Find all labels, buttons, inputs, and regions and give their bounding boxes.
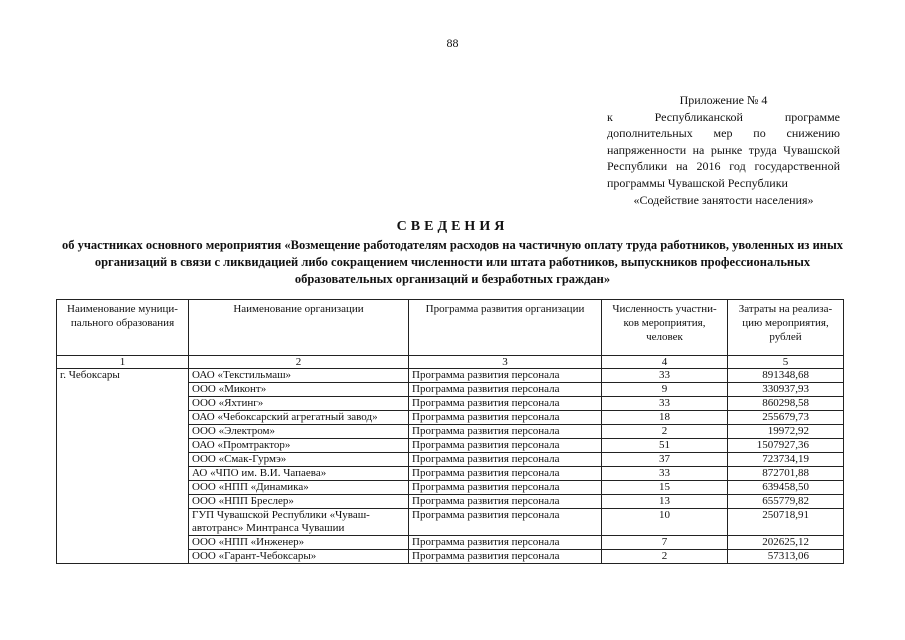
- column-number-row: [57, 356, 844, 369]
- count-cell: 2: [602, 550, 728, 564]
- count-cell: 15: [602, 481, 728, 495]
- table-row: [57, 411, 844, 425]
- cost-cell: 330937,93: [728, 383, 844, 397]
- appendix-text: к Республиканской программе дополнительных мер по снижению напряженности на рынке труда Чувашской Республики на 2016 год государственной программы Чувашской Республики: [607, 109, 840, 190]
- table-row: [57, 467, 844, 481]
- organization-cell: ГУП Чувашской Республики «Чуваш-автотранс» Минтранса Чувашии: [189, 509, 409, 536]
- organization-cell: ООО «Яхтинг»: [189, 397, 409, 411]
- organization-cell: ООО «Электром»: [189, 425, 409, 439]
- municipality-cell: [57, 481, 189, 495]
- municipality-cell: [57, 411, 189, 425]
- cost-cell: 723734,19: [728, 453, 844, 467]
- organization-cell: ООО «Смак-Гурмэ»: [189, 453, 409, 467]
- municipality-cell: [57, 550, 189, 564]
- organization-cell: ООО «НПП Бреслер»: [189, 495, 409, 509]
- column-number: 4: [602, 356, 728, 369]
- table-row: [57, 397, 844, 411]
- program-cell: Программа развития персонала: [409, 495, 602, 509]
- count-cell: 2: [602, 425, 728, 439]
- program-cell: Программа развития персонала: [409, 453, 602, 467]
- count-cell: 13: [602, 495, 728, 509]
- organization-cell: ООО «НПП «Динамика»: [189, 481, 409, 495]
- appendix-last-line: «Содействие занятости населения»: [633, 192, 814, 207]
- cost-cell: 860298,58: [728, 397, 844, 411]
- table-row: [57, 509, 844, 536]
- organization-cell: ОАО «Промтрактор»: [189, 439, 409, 453]
- municipality-cell: [57, 509, 189, 536]
- table-row: [57, 495, 844, 509]
- organization-cell: ООО «Миконт»: [189, 383, 409, 397]
- municipality-cell: [57, 495, 189, 509]
- document-title: СВЕДЕНИЯ: [396, 219, 509, 234]
- cost-cell: 250718,91: [728, 509, 844, 536]
- municipality-cell: [57, 425, 189, 439]
- program-cell: Программа развития персонала: [409, 550, 602, 564]
- count-cell: 18: [602, 411, 728, 425]
- column-number: 3: [409, 356, 602, 369]
- cost-cell: 1507927,36: [728, 439, 844, 453]
- program-cell: Программа развития персонала: [409, 509, 602, 536]
- count-cell: 51: [602, 439, 728, 453]
- program-cell: Программа развития персонала: [409, 467, 602, 481]
- cost-cell: 655779,82: [728, 495, 844, 509]
- municipality-cell: [57, 536, 189, 550]
- count-cell: 33: [602, 369, 728, 383]
- count-cell: 33: [602, 397, 728, 411]
- count-cell: 10: [602, 509, 728, 536]
- municipality-cell: [57, 467, 189, 481]
- table-row: [57, 536, 844, 550]
- organization-cell: ОАО «Чебоксарский агрегатный завод»: [189, 411, 409, 425]
- column-number: 5: [728, 356, 844, 369]
- cost-cell: 19972,92: [728, 425, 844, 439]
- count-cell: 33: [602, 467, 728, 481]
- page-number: 88: [446, 36, 459, 50]
- organization-cell: АО «ЧПО им. В.И. Чапаева»: [189, 467, 409, 481]
- appendix-block: [607, 92, 840, 208]
- program-cell: Программа развития персонала: [409, 397, 602, 411]
- participants-table: [56, 299, 844, 564]
- cost-cell: 639458,50: [728, 481, 844, 495]
- document-subtitle: об участниках основного мероприятия «Возмещение работодателям расходов на частичную оплату труда работников, уволенных из иных организаций в связи с ликвидацией либо сокращением численности или штата работников, выпускников профессиональных образовательных организаций и безработных граждан»: [62, 238, 843, 286]
- program-cell: Программа развития персонала: [409, 425, 602, 439]
- organization-cell: ООО «НПП «Инженер»: [189, 536, 409, 550]
- municipality-cell: [57, 453, 189, 467]
- program-cell: Программа развития персонала: [409, 383, 602, 397]
- cost-cell: 202625,12: [728, 536, 844, 550]
- table-row: [57, 439, 844, 453]
- cost-cell: 872701,88: [728, 467, 844, 481]
- municipality-cell: г. Чебоксары: [57, 369, 189, 383]
- organization-cell: ОАО «Текстильмаш»: [189, 369, 409, 383]
- municipality-cell: [57, 397, 189, 411]
- program-cell: Программа развития персонала: [409, 536, 602, 550]
- header-organization: Наименование организации: [189, 300, 409, 356]
- table-row: [57, 383, 844, 397]
- table-row: [57, 481, 844, 495]
- program-cell: Программа развития персонала: [409, 439, 602, 453]
- table-row: [57, 425, 844, 439]
- organization-cell: ООО «Гарант-Чебоксары»: [189, 550, 409, 564]
- count-cell: 9: [602, 383, 728, 397]
- cost-cell: 255679,73: [728, 411, 844, 425]
- cost-cell: 57313,06: [728, 550, 844, 564]
- table-row: [57, 550, 844, 564]
- table-row: [57, 369, 844, 383]
- table-row: [57, 453, 844, 467]
- municipality-cell: [57, 383, 189, 397]
- appendix-title: Приложение № 4: [679, 93, 768, 107]
- program-cell: Программа развития персонала: [409, 369, 602, 383]
- header-municipality: Наименование муници-пального образования: [57, 300, 189, 356]
- column-number: 2: [189, 356, 409, 369]
- program-cell: Программа развития персонала: [409, 411, 602, 425]
- table-header-row: [57, 300, 844, 356]
- count-cell: 7: [602, 536, 728, 550]
- count-cell: 37: [602, 453, 728, 467]
- header-cost: Затраты на реализа-цию мероприятия, рублей: [728, 300, 844, 356]
- program-cell: Программа развития персонала: [409, 481, 602, 495]
- header-program: Программа развития организации: [409, 300, 602, 356]
- table-body: [57, 369, 844, 564]
- column-number: 1: [57, 356, 189, 369]
- header-count: Численность участни-ков мероприятия, человек: [602, 300, 728, 356]
- cost-cell: 891348,68: [728, 369, 844, 383]
- municipality-cell: [57, 439, 189, 453]
